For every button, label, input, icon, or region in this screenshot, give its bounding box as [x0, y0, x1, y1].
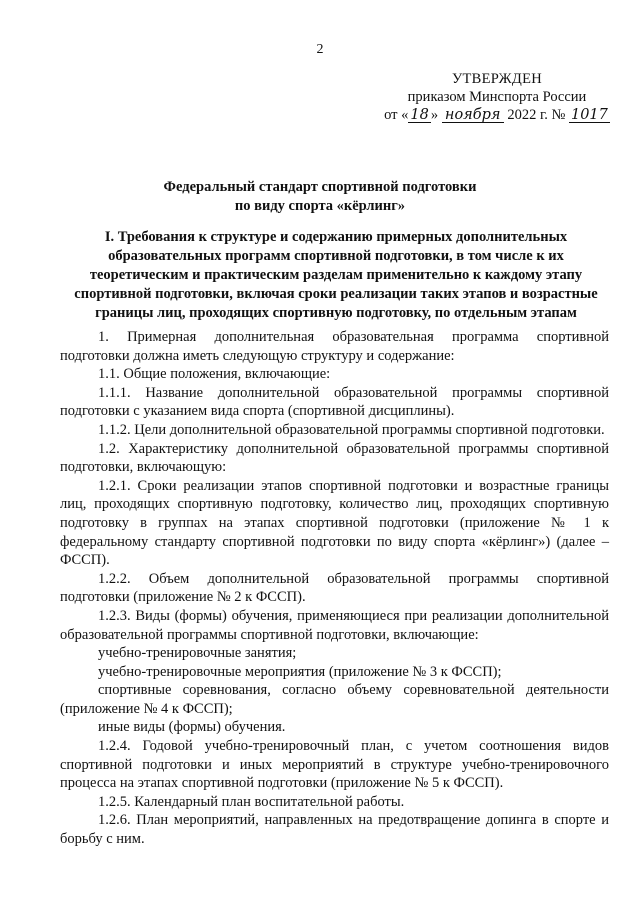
paragraph: 1.2.2. Объем дополнительной образовательной программы спортивной подготовки (приложение № 2 к ФССП).: [60, 570, 609, 606]
title-line: по виду спорта «кёрлинг»: [234, 198, 406, 214]
paragraph: 1.2.5. Календарный план воспитательной работы.: [98, 793, 405, 810]
approval-date-line: [372, 106, 622, 124]
document-body: [60, 328, 609, 849]
order-number: 1017: [570, 107, 608, 123]
paragraph: 1.2.4. Годовой учебно-тренировочный план, с учетом соотношения видов спортивной подготовки и иных мероприятий в структуре учебно-тренировочного процесса на этапах спортивной подготовки (приложение № 5 к ФССП).: [60, 738, 609, 792]
date-mid: »: [430, 107, 439, 123]
paragraph: 1.1. Общие положения, включающие:: [98, 366, 331, 383]
section-line: границы лиц, проходящих спортивную подготовку, по отдельным этапам: [95, 305, 577, 321]
paragraph: 1.1.1. Название дополнительной образовательной программы спортивной подготовки с указанием вида спорта (спортивной дисциплины).: [60, 384, 609, 420]
approval-block: [372, 70, 622, 124]
title-line: Федеральный стандарт спортивной подготовки: [163, 179, 477, 195]
section-line: спортивной подготовки, включая сроки реализации таких этапов и возрастные: [74, 286, 598, 302]
date-year: 2022 г. №: [507, 107, 566, 123]
section-line: теоретическим и практическим разделам применительно к каждому этапу: [89, 267, 583, 283]
paragraph: спортивные соревнования, согласно объему соревновательной деятельности (приложение № 4 к ФССП);: [60, 682, 609, 717]
paragraph: учебно-тренировочные мероприятия (приложение № 3 к ФССП);: [98, 663, 502, 680]
date-month: ноября: [442, 108, 504, 123]
approval-heading: УТВЕРЖДЕН: [451, 71, 543, 87]
paragraph: 1.2.3. Виды (формы) обучения, применяющиеся при реализации дополнительной образовательной программы спортивной подготовки, включающие:: [60, 607, 609, 643]
paragraph: иные виды (формы) обучения.: [98, 719, 286, 736]
paragraph: учебно-тренировочные занятия;: [98, 645, 297, 662]
paragraph: 1.2.6. План мероприятий, направленных на предотвращение допинга в спорте и борьбу с ним.: [60, 812, 609, 848]
section-line: образовательных программ спортивной подготовки, в том числе к их: [108, 248, 564, 264]
section-line: I. Требования к структуре и содержанию примерных дополнительных: [104, 229, 568, 245]
paragraph: 1.2. Характеристику дополнительной образовательной программы спортивной подготовки, включающую:: [60, 440, 609, 476]
date-prefix: от «: [384, 107, 409, 123]
date-day: 18: [410, 107, 429, 123]
paragraph: 1. Примерная дополнительная образовательная программа спортивной подготовки должна иметь следующую структуру и содержание:: [60, 329, 609, 364]
paragraph: 1.2.1. Сроки реализации этапов спортивной подготовки и возрастные границы лиц, проходящих спортивную подготовку, количество лиц, проходящих спортивную подготовку в группах на этапах спортивной подготовки (приложение № 1 к федеральному стандарту спортивной подготовки по виду спорта «кёрлинг») (далее – ФССП).: [60, 477, 609, 569]
paragraph: 1.1.2. Цели дополнительной образовательной программы спортивной подготовки.: [98, 421, 605, 438]
page-number: 2: [316, 42, 324, 57]
section-heading: [60, 228, 612, 323]
approval-order: приказом Минспорта России: [407, 89, 587, 105]
document-title: [90, 178, 550, 216]
